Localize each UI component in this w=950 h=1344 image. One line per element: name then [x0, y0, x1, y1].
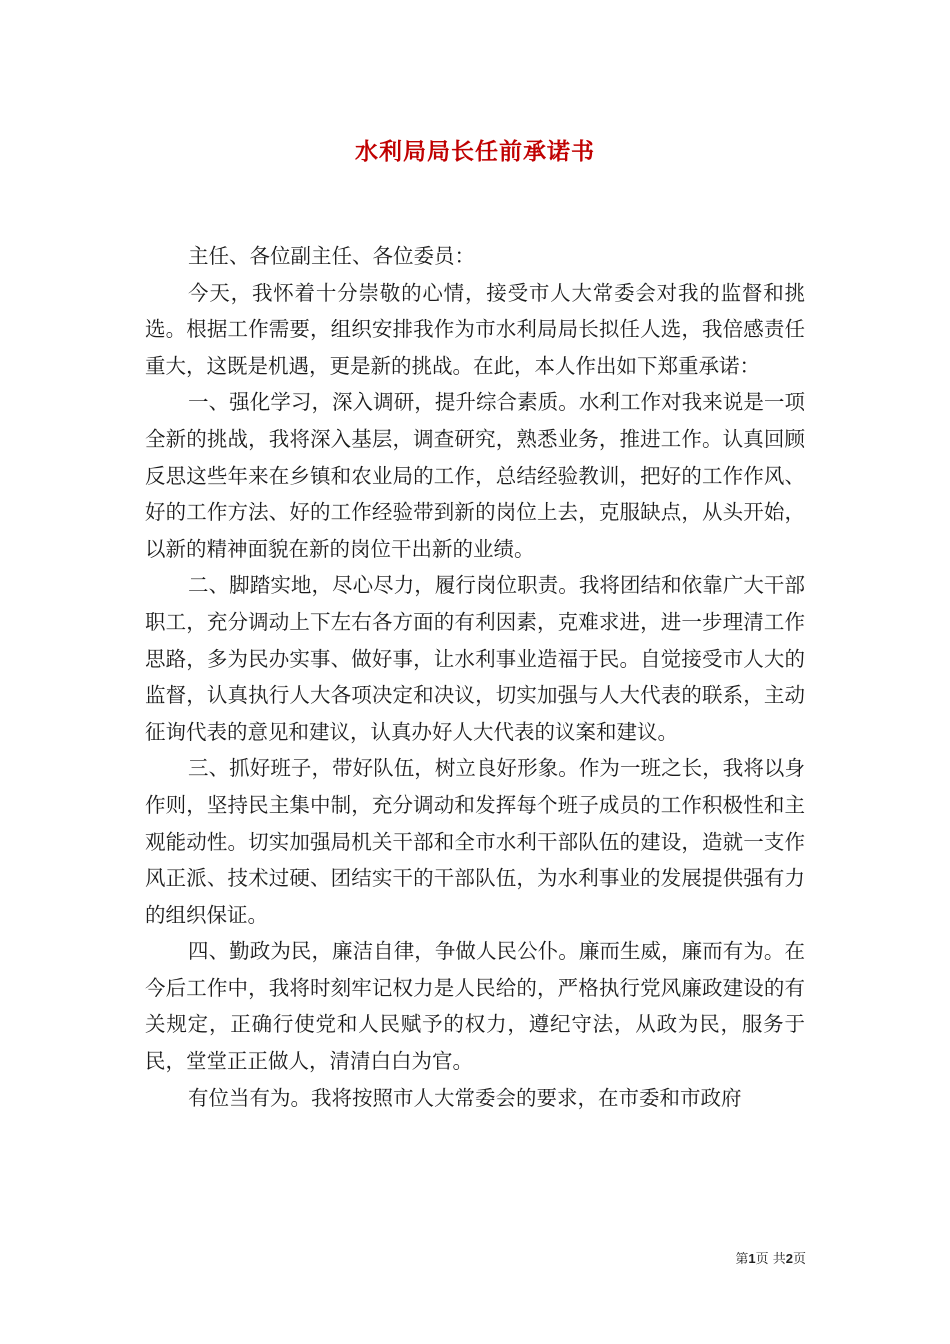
current-page-number: 1 [748, 1251, 756, 1266]
footer-middle: 页 共 [755, 1252, 786, 1267]
footer-suffix: 页 [792, 1252, 806, 1267]
paragraph-commitment-1: 一、强化学习，深入调研，提升综合素质。水利工作对我来说是一项全新的挑战，我将深入基层，调查研究，熟悉业务，推进工作。认真回顾反思这些年来在乡镇和农业局的工作，总结经验教训，把好的工作作风、好的工作方法、好的工作经验带到新的岗位上去，克服缺点，从头开始，以新的精神面貌在新的岗位干出新的业绩。 [145, 390, 805, 561]
paragraph-commitment-4: 四、勤政为民，廉洁自律，争做人民公仆。廉而生威，廉而有为。在今后工作中，我将时刻牢记权力是人民给的，严格执行党风廉政建设的有关规定，正确行使党和人民赋予的权力，遵纪守法，从政为民，服务于民，堂堂正正做人，清清白白为官。 [145, 939, 805, 1074]
document-body [145, 238, 805, 1116]
document-title: 水利局局长任前承诺书 [355, 138, 595, 165]
paragraph-closing: 有位当有为。我将按照市人大常委会的要求，在市委和市政府 [188, 1085, 742, 1110]
paragraph-intro: 今天，我怀着十分崇敬的心情，接受市人大常委会对我的监督和挑选。根据工作需要，组织安排我作为市水利局局长拟任人选，我倍感责任重大，这既是机遇，更是新的挑战。在此，本人作出如下郑重承诺： [145, 280, 805, 378]
salutation: 主任、各位副主任、各位委员： [188, 244, 476, 268]
footer-prefix: 第 [735, 1252, 749, 1267]
paragraph-commitment-2: 二、脚踏实地，尽心尽力，履行岗位职责。我将团结和依靠广大干部职工，充分调动上下左右各方面的有利因素，克难求进，进一步理清工作思路，多为民办实事、做好事，让水利事业造福于民。自觉接受市人大的监督，认真执行人大各项决定和决议，切实加强与人大代表的联系，主动征询代表的意见和建议，认真办好人大代表的议案和建议。 [145, 573, 805, 744]
page-number-footer [735, 1248, 806, 1267]
total-pages-number: 2 [785, 1251, 793, 1266]
paragraph-commitment-3: 三、抓好班子，带好队伍，树立良好形象。作为一班之长，我将以身作则，坚持民主集中制，充分调动和发挥每个班子成员的工作积极性和主观能动性。切实加强局机关干部和全市水利干部队伍的建设，造就一支作风正派、技术过硬、团结实干的干部队伍，为水利事业的发展提供强有力的组织保证。 [145, 756, 805, 927]
